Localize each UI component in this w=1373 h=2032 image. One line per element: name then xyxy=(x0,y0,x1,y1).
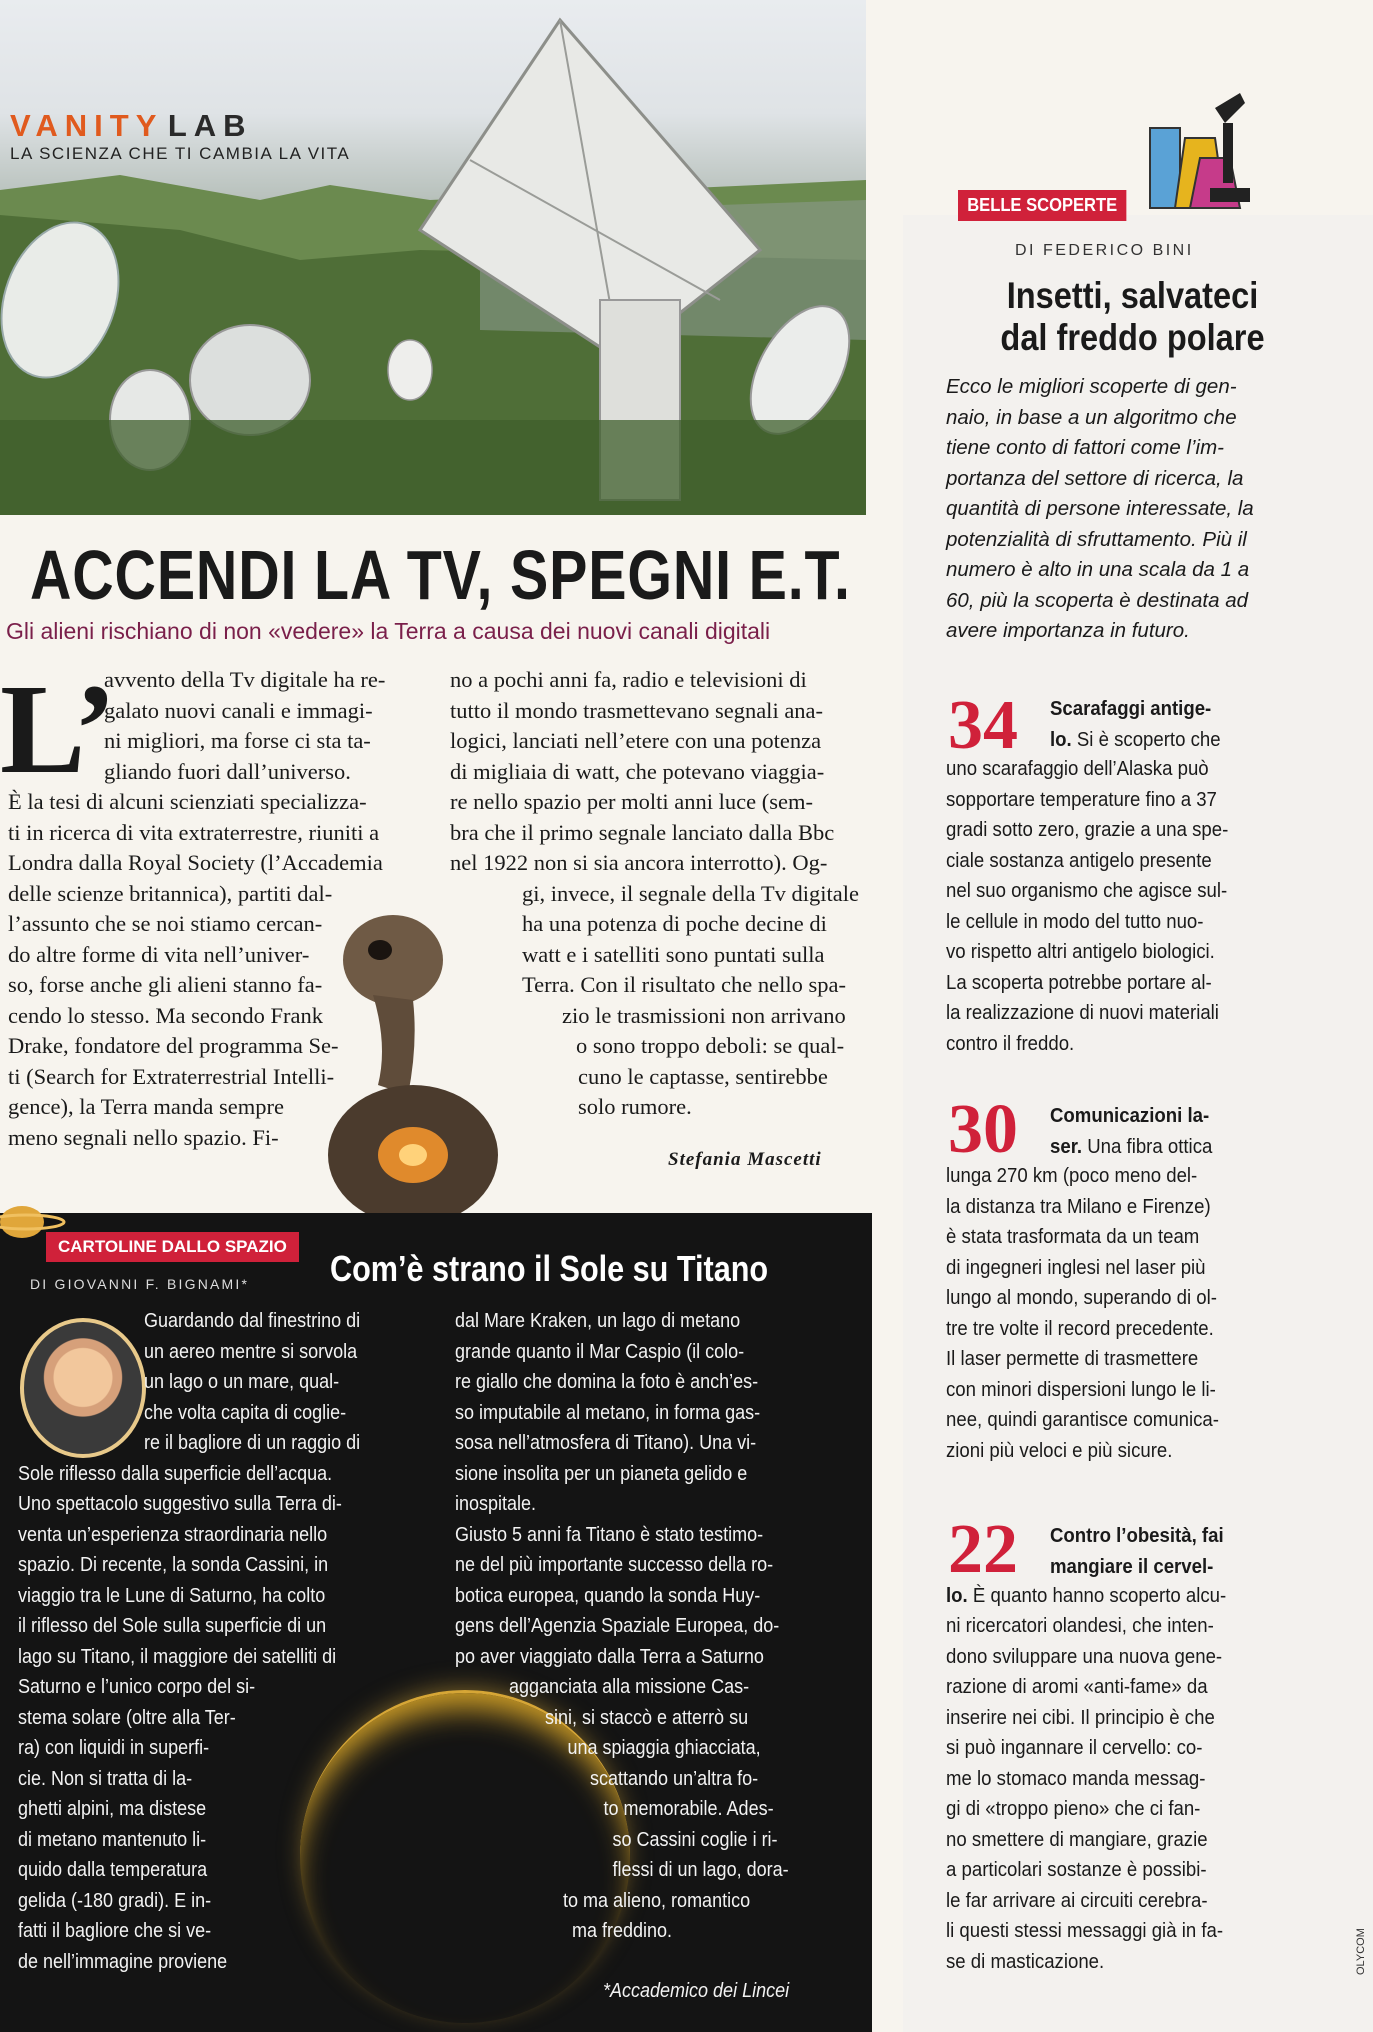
discovery-line: dono sviluppare una nuova gene- xyxy=(946,1645,1223,1668)
box-line: agganciata alla missione Cas- xyxy=(509,1676,750,1698)
intro-line: portanza del settore di ricerca, la xyxy=(946,466,1244,490)
discovery-line: razione di aromi «anti-fame» da xyxy=(946,1676,1208,1698)
box-line: Guardando dal finestrino di xyxy=(144,1310,361,1332)
box-line: Uno spettacolo suggestivo sulla Terra di- xyxy=(18,1493,342,1515)
discovery-34-head1: Scarafaggi antige- xyxy=(1050,698,1212,720)
box-line: inospitale. xyxy=(455,1493,537,1515)
article-line: zio le trasmissioni non arrivano xyxy=(562,1002,846,1028)
discovery-30-body xyxy=(946,1161,1262,1466)
box-line: Saturno e l’unico corpo del si- xyxy=(18,1676,256,1698)
discovery-line: no smettere di mangiare, grazie xyxy=(946,1828,1208,1851)
box-line: ghetti alpini, ma distese xyxy=(18,1798,207,1820)
box-line: sosa nell’atmosfera di Titano). Una vi- xyxy=(455,1432,757,1454)
article-line: avvento della Tv digitale ha re- xyxy=(104,667,386,692)
discovery-line: di ingegneri inglesi nel laser più xyxy=(946,1256,1206,1279)
discovery-line: la realizzazione di nuovi materiali xyxy=(946,1002,1219,1024)
discovery-line: contro il freddo. xyxy=(946,1032,1075,1055)
discovery-22-first-rest: È quanto hanno scoperto alcu- xyxy=(967,1585,1227,1607)
intro-line: potenzialità di sfruttamento. Più il xyxy=(946,527,1247,551)
box-line: Giusto 5 anni fa Titano è stato testimo- xyxy=(455,1523,764,1546)
et-figure-image xyxy=(318,905,543,1225)
discovery-score-30: 30 xyxy=(948,1091,1018,1168)
article-line: nel 1922 non si sia ancora interrotto). Og- xyxy=(450,850,828,875)
discovery-30-first-rest: Una fibra ottica xyxy=(1082,1135,1213,1158)
brand-lab: LAB xyxy=(167,108,253,143)
box-line: de nell’immagine proviene xyxy=(18,1950,228,1973)
brand-tagline: LA SCIENZA CHE TI CAMBIA LA VITA xyxy=(10,144,351,163)
box-line: flessi di un lago, dora- xyxy=(612,1859,789,1881)
discovery-line: è stata trasformata da un team xyxy=(946,1226,1200,1248)
article-line: meno segnali nello spazio. Fi- xyxy=(8,1124,279,1150)
box-section-tab: CARTOLINE DALLO SPAZIO xyxy=(46,1232,299,1262)
intro-line: avere importanza in futuro. xyxy=(946,619,1190,642)
article-line: watt e i satelliti sono puntati sulla xyxy=(522,941,825,967)
photo-credit: OLYCOM xyxy=(1355,1928,1367,1975)
discovery-30-head2: ser. xyxy=(1050,1135,1083,1158)
discovery-item-22-line3 xyxy=(946,1581,1281,1612)
article-line: cuno le captasse, sentirebbe xyxy=(578,1063,828,1089)
discovery-item-22-head xyxy=(1050,1521,1329,1582)
discovery-item-30 xyxy=(1050,1101,1329,1162)
box-line: un lago o un mare, qual- xyxy=(144,1371,340,1393)
sidebar-intro xyxy=(946,372,1286,647)
box-line: spazio. Di recente, la sonda Cassini, in xyxy=(18,1554,329,1576)
lab-flasks-icon xyxy=(1145,88,1255,213)
box-line: dal Mare Kraken, un lago di metano xyxy=(455,1310,741,1332)
discovery-line: vo rispetto altri antigelo biologici. xyxy=(946,941,1215,963)
article-line: ti in ricerca di vita extraterrestre, riuniti a xyxy=(8,819,380,845)
discovery-line: me lo stomaco manda messag- xyxy=(946,1767,1206,1790)
discovery-line: se di masticazione. xyxy=(946,1950,1105,1973)
intro-line: quantità di persone interessate, la xyxy=(946,497,1254,520)
brand-logo xyxy=(10,108,253,144)
intro-line: naio, in base a un algoritmo che xyxy=(946,405,1237,429)
article-line: do altre forme di vita nell’univer- xyxy=(8,941,310,967)
sidebar-title-line1: Insetti, salvateci xyxy=(1006,275,1259,316)
box-line: po aver viaggiato dalla Terra a Saturno xyxy=(455,1645,764,1668)
box-line: re giallo che domina la foto è anch’es- xyxy=(455,1371,759,1393)
discovery-34-head2: lo. xyxy=(1050,728,1072,751)
intro-line: tiene conto di fattori come l’im- xyxy=(946,436,1225,459)
discovery-34-first-rest: Si è scoperto che xyxy=(1071,728,1221,751)
discovery-30-head1: Comunicazioni la- xyxy=(1050,1105,1210,1127)
discovery-line: nel suo organismo che agisce sul- xyxy=(946,880,1228,902)
article-line: ti (Search for Extraterrestrial Intelli- xyxy=(8,1063,335,1089)
article-line: galato nuovi canali e immagi- xyxy=(104,697,373,723)
box-column-1 xyxy=(18,1306,414,1977)
discovery-line: li questi stessi messaggi già in fa- xyxy=(946,1920,1224,1942)
box-line: to ma alieno, romantico xyxy=(563,1889,751,1912)
article-line: no a pochi anni fa, radio e televisioni di xyxy=(450,667,807,692)
article-line: so, forse anche gli alieni stanno fa- xyxy=(8,972,323,997)
article-line: o sono troppo deboli: se qual- xyxy=(576,1033,845,1058)
box-line: sione insolita per un pianeta gelido e xyxy=(455,1462,748,1485)
box-line: stema solare (oltre alla Ter- xyxy=(18,1706,236,1729)
article-line: l’assunto che se noi stiamo cercan- xyxy=(8,911,323,936)
sidebar-title xyxy=(968,275,1298,359)
discovery-line: ciale sostanza antigelo presente xyxy=(946,849,1212,872)
discovery-line: a particolari sostanze è possibi- xyxy=(946,1859,1207,1881)
article-line: tutto il mondo trasmettevano segnali ana- xyxy=(450,697,824,723)
discovery-score-34: 34 xyxy=(948,687,1018,764)
article-line: Drake, fondatore del programma Se- xyxy=(8,1033,339,1058)
box-line: gelida (-180 gradi). E in- xyxy=(18,1889,212,1912)
sidebar-section-tab: BELLE SCOPERTE xyxy=(958,190,1126,221)
article-line: gence), la Terra manda sempre xyxy=(8,1094,284,1119)
box-line: fatti il bagliore che si ve- xyxy=(18,1920,212,1942)
discovery-22-head2: mangiare il cervel- xyxy=(1050,1555,1214,1578)
article-line: ni migliori, ma forse ci sta ta- xyxy=(104,728,371,753)
discovery-line: con minori dispersioni lungo le li- xyxy=(946,1378,1216,1401)
discovery-22-body xyxy=(946,1611,1262,1977)
article-line: È la tesi di alcuni scienziati specializza- xyxy=(8,789,367,814)
satellite-dishes-illustration xyxy=(0,0,866,515)
discovery-line: gi di «troppo pieno» che ci fan- xyxy=(946,1798,1201,1820)
box-line: che volta capita di coglie- xyxy=(144,1401,347,1424)
box-line: venta un’esperienza straordinaria nello xyxy=(18,1523,328,1546)
box-line: viaggio tra le Lune di Saturno, ha colto xyxy=(18,1584,326,1607)
article-line: bra che il primo segnale lanciato dalla Bbc xyxy=(450,819,835,845)
discovery-line: zioni più veloci e più sicure. xyxy=(946,1439,1173,1462)
discovery-line: lungo al mondo, superando di ol- xyxy=(946,1287,1217,1309)
discovery-22-head1: Contro l’obesità, fai xyxy=(1050,1525,1224,1547)
article-author: Stefania Mascetti xyxy=(668,1149,822,1170)
article-line: Terra. Con il risultato che nello spa- xyxy=(522,972,846,997)
article-subhead: Gli alieni rischiano di non «vedere» la Terra a causa dei nuovi canali digitali xyxy=(6,618,771,644)
discovery-line: nee, quindi garantisce comunica- xyxy=(946,1409,1219,1431)
discovery-34-body xyxy=(946,754,1262,1059)
box-line: cie. Non si tratta di la- xyxy=(18,1767,193,1790)
box-line: sini, si staccò e atterrò su xyxy=(545,1706,749,1729)
article-line: solo rumore. xyxy=(578,1094,692,1119)
discovery-item-34 xyxy=(1050,694,1329,755)
discovery-line: si può ingannare il cervello: co- xyxy=(946,1737,1203,1759)
discovery-line: tre tre volte il record precedente. xyxy=(946,1317,1214,1340)
discovery-line: lunga 270 km (poco meno del- xyxy=(946,1165,1198,1187)
sidebar-byline: DI FEDERICO BINI xyxy=(1015,242,1194,259)
discovery-line: le far arrivare ai circuiti cerebra- xyxy=(946,1889,1208,1912)
discovery-line: uno scarafaggio dell’Alaska può xyxy=(946,758,1209,780)
article-line: gliando fuori dall’universo. xyxy=(104,758,351,784)
article-line: ha una potenza di poche decine di xyxy=(522,911,827,936)
box-title: Com’è strano il Sole su Titano xyxy=(330,1248,769,1289)
discovery-line: Il laser permette di trasmettere xyxy=(946,1348,1199,1370)
box-line: to memorabile. Ades- xyxy=(603,1798,774,1820)
box-line: di metano mantenuto li- xyxy=(18,1828,207,1851)
box-line: Sole riflesso dalla superficie dell’acqua. xyxy=(18,1462,333,1485)
article-line: cendo lo stesso. Ma secondo Frank xyxy=(8,1002,323,1028)
discovery-22-head3: lo. xyxy=(946,1585,968,1607)
discovery-line: la distanza tra Milano e Firenze) xyxy=(946,1195,1211,1218)
article-line: delle scienze britannica), partiti dal- xyxy=(8,880,333,906)
intro-line: Ecco le migliori scoperte di gen- xyxy=(946,375,1237,398)
box-line: ra) con liquidi in superfi- xyxy=(18,1737,210,1759)
article-line: re nello spazio per molti anni luce (sem- xyxy=(450,789,813,814)
discovery-line: ni ricercatori olandesi, che inten- xyxy=(946,1615,1214,1637)
box-line: un aereo mentre si sorvola xyxy=(144,1340,358,1363)
box-byline: DI GIOVANNI F. BIGNAMI* xyxy=(30,1276,250,1292)
article-headline: ACCENDI LA TV, SPEGNI E.T. xyxy=(30,536,851,614)
article-line: gi, invece, il segnale della Tv digitale xyxy=(522,880,859,906)
sidebar-title-line2: dal freddo polare xyxy=(1000,317,1265,358)
article-line: Londra dalla Royal Society (l’Accademia xyxy=(8,850,383,875)
box-footnote: *Accademico dei Lincei xyxy=(603,1980,790,2002)
box-line: so imputabile al metano, in forma gas- xyxy=(455,1401,761,1424)
box-line: ma freddino. xyxy=(572,1920,673,1942)
discovery-line: le cellule in modo del tutto nuo- xyxy=(946,910,1204,933)
box-line: gens dell’Agenzia Spaziale Europea, do- xyxy=(455,1615,780,1637)
box-line: scattando un’altra fo- xyxy=(590,1767,759,1790)
box-line: so Cassini coglie i ri- xyxy=(612,1828,778,1851)
article-line: logici, lanciati nell’etere con una potenza xyxy=(450,728,822,753)
box-line: grande quanto il Mar Caspio (il colo- xyxy=(455,1340,745,1363)
box-line: una spiaggia ghiacciata, xyxy=(567,1737,761,1759)
brand-vanity: VANITY xyxy=(10,108,164,143)
box-column-2 xyxy=(455,1306,851,1947)
box-line: re il bagliore di un raggio di xyxy=(144,1432,361,1454)
satellite-dish-photo xyxy=(0,0,866,515)
intro-line: 60, più la scoperta è destinata ad xyxy=(946,588,1249,612)
discovery-score-22: 22 xyxy=(948,1511,1018,1588)
drop-cap: L’ xyxy=(0,658,117,800)
article-line: di migliaia di watt, che potevano viaggia- xyxy=(450,758,825,784)
box-line: botica europea, quando la sonda Huy- xyxy=(455,1584,761,1607)
discovery-line: La scoperta potrebbe portare al- xyxy=(946,971,1212,994)
box-line: ne del più importante successo della ro- xyxy=(455,1554,774,1576)
box-line: quido dalla temperatura xyxy=(18,1859,208,1881)
box-line: lago su Titano, il maggiore dei satelliti di xyxy=(18,1645,337,1668)
box-line: il riflesso del Sole sulla superficie di un xyxy=(18,1615,327,1637)
discovery-line: gradi sotto zero, grazie a una spe- xyxy=(946,819,1229,841)
discovery-line: inserire nei cibi. Il principio è che xyxy=(946,1706,1215,1729)
intro-line: numero è alto in una scala da 1 a xyxy=(946,558,1250,581)
discovery-line: sopportare temperature fino a 37 xyxy=(946,788,1217,811)
